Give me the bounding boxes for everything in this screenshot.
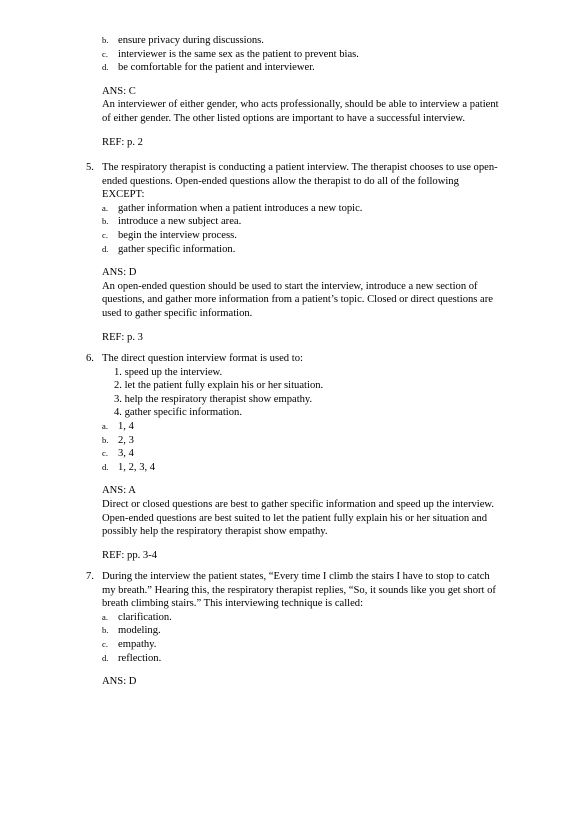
option-text: gather information when a patient introduces a new topic. bbox=[118, 202, 363, 214]
option-text: clarification. bbox=[118, 611, 172, 623]
option-text: gather specific information. bbox=[118, 243, 236, 255]
option-text: modeling. bbox=[118, 625, 161, 637]
rationale-line: Direct or closed questions are best to gather specific information and speed up the interview. bbox=[102, 498, 495, 510]
option-letter: a. bbox=[102, 420, 108, 431]
question-stem-line: EXCEPT: bbox=[102, 189, 145, 201]
reference: REF: p. 2 bbox=[102, 136, 143, 148]
option-c bbox=[102, 48, 542, 62]
rationale-line: of either gender. The other listed options are important to have a successful interview. bbox=[102, 112, 466, 124]
answer-key: ANS: C bbox=[102, 85, 136, 97]
option-d bbox=[102, 243, 542, 257]
option-text: 2, 3 bbox=[118, 434, 134, 446]
question-stem-line: ended questions. Open-ended questions allow the therapist to do all of the following bbox=[102, 175, 459, 187]
question-stem-line: my breath.” Hearing this, the respiratory therapist replies, “So, it sounds like you get short of bbox=[102, 584, 496, 596]
question-stem-line: During the interview the patient states, “Every time I climb the stairs I have to stop to catch bbox=[102, 571, 490, 582]
option-d bbox=[102, 61, 542, 75]
option-text: 1, 2, 3, 4 bbox=[118, 461, 156, 473]
option-letter: c. bbox=[102, 229, 108, 240]
option-b bbox=[102, 434, 542, 448]
question-stem-line: breath climbing stairs.” This interviewing technique is called: bbox=[102, 598, 364, 610]
question-number: 6. bbox=[86, 353, 94, 364]
option-c bbox=[102, 229, 542, 243]
option-letter: c. bbox=[102, 48, 108, 59]
answer-key: ANS: D bbox=[102, 676, 137, 688]
option-letter: d. bbox=[102, 62, 109, 73]
option-text: 1, 4 bbox=[118, 420, 134, 432]
reference: REF: p. 3 bbox=[102, 331, 143, 343]
option-b bbox=[102, 624, 542, 638]
option-letter: c. bbox=[102, 638, 108, 649]
option-d bbox=[102, 461, 542, 475]
option-text: interviewer is the same sex as the patient to prevent bias. bbox=[118, 48, 359, 60]
option-letter: d. bbox=[102, 652, 109, 663]
question-number: 5. bbox=[86, 162, 94, 173]
question-stem-line: The respiratory therapist is conducting a patient interview. The therapist chooses to use open- bbox=[102, 162, 498, 173]
option-text: empathy. bbox=[118, 638, 157, 650]
options-list bbox=[102, 202, 542, 256]
option-letter: c. bbox=[102, 448, 108, 459]
option-text: ensure privacy during discussions. bbox=[118, 35, 264, 46]
option-a bbox=[102, 611, 542, 625]
options-list bbox=[102, 34, 542, 75]
option-text: begin the interview process. bbox=[118, 229, 237, 241]
option-letter: b. bbox=[102, 625, 109, 636]
option-letter: b. bbox=[102, 216, 109, 227]
option-b bbox=[102, 215, 542, 229]
numbered-item: 3. help the respiratory therapist show empathy. bbox=[114, 393, 313, 405]
question-4-tail bbox=[102, 34, 542, 149]
option-c bbox=[102, 638, 542, 652]
option-d bbox=[102, 652, 542, 666]
answer-key: ANS: D bbox=[102, 267, 137, 279]
option-a bbox=[102, 202, 542, 216]
rationale-line: possibly help the respiratory therapist show empathy. bbox=[102, 526, 328, 538]
question-number: 7. bbox=[86, 571, 94, 582]
question-stem-line: The direct question interview format is used to: bbox=[102, 353, 303, 364]
rationale-line: An interviewer of either gender, who acts professionally, should be able to interview a patient bbox=[102, 99, 499, 111]
options-list bbox=[102, 611, 542, 665]
option-letter: b. bbox=[102, 35, 109, 45]
option-c bbox=[102, 447, 542, 461]
question-6 bbox=[102, 352, 542, 562]
option-letter: a. bbox=[102, 202, 108, 213]
reference: REF: pp. 3-4 bbox=[102, 549, 158, 561]
option-text: introduce a new subject area. bbox=[118, 216, 242, 228]
question-7 bbox=[102, 570, 542, 689]
answer-key: ANS: A bbox=[102, 485, 136, 497]
options-list bbox=[102, 420, 542, 474]
option-letter: b. bbox=[102, 434, 109, 445]
question-5 bbox=[102, 161, 542, 344]
numbered-item: 4. gather specific information. bbox=[114, 407, 242, 419]
option-letter: d. bbox=[102, 461, 109, 472]
rationale-line: Open-ended questions are best suited to let the patient fully explain his or her situation and bbox=[102, 512, 488, 524]
rationale-line: used to gather specific information. bbox=[102, 307, 253, 319]
rationale-line: An open-ended question should be used to start the interview, introduce a new section of bbox=[102, 280, 478, 292]
option-a bbox=[102, 420, 542, 434]
option-text: reflection. bbox=[118, 652, 162, 664]
option-b bbox=[102, 34, 542, 48]
option-text: be comfortable for the patient and interviewer. bbox=[118, 62, 315, 74]
option-letter: d. bbox=[102, 243, 109, 254]
numbered-item: 1. speed up the interview. bbox=[114, 366, 223, 378]
option-text: 3, 4 bbox=[118, 448, 134, 460]
rationale-line: questions, and gather more information from a patient’s topic. Closed or direct questions are bbox=[102, 294, 493, 306]
option-letter: a. bbox=[102, 611, 108, 622]
numbered-item: 2. let the patient fully explain his or her situation. bbox=[114, 380, 324, 392]
